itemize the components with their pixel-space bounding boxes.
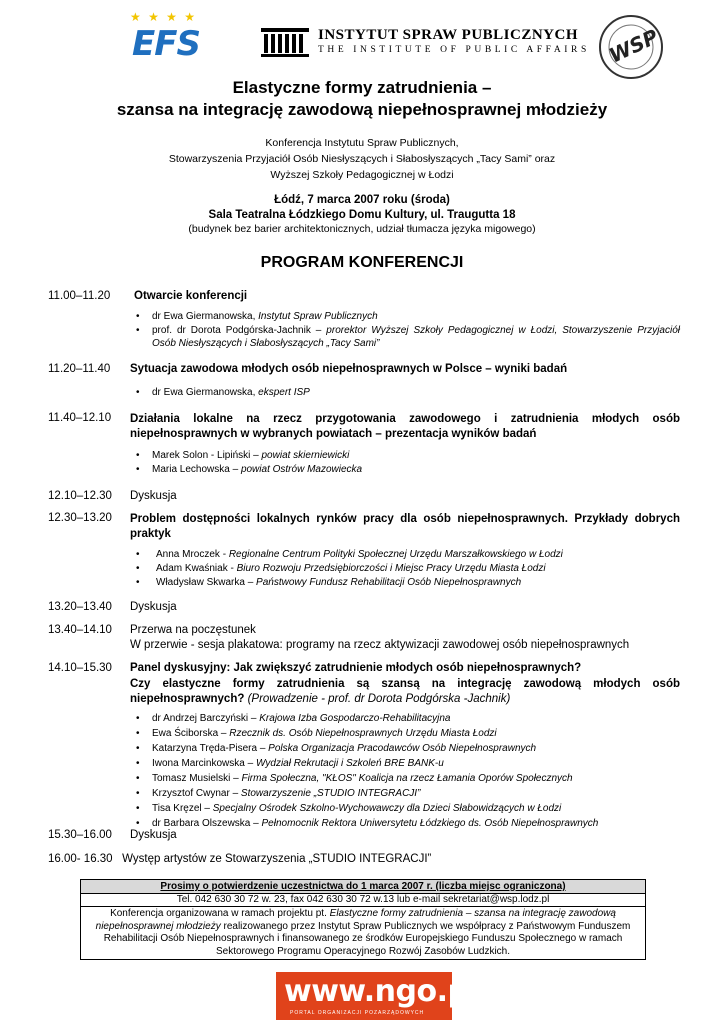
session-title: Otwarcie konferencji: [134, 290, 248, 302]
speaker-name: Katarzyna Tręda-Pisera –: [152, 743, 269, 754]
eu-stars-icon: ★ ★ ★ ★: [130, 10, 198, 24]
bullet-icon: •: [136, 818, 140, 829]
bullet-icon: •: [136, 450, 140, 461]
bullet-icon: •: [136, 325, 140, 336]
speaker-role: Instytut Spraw Publicznych: [258, 311, 378, 322]
speaker-role: powiat skierniewicki: [261, 450, 350, 461]
panel-moderator: (Prowadzenie - prof. dr Dorota Podgórska -Jachnik): [244, 693, 511, 705]
wsp-seal-text: WSP: [605, 24, 662, 68]
ngo-logo-text: www.ngo.pl: [284, 974, 479, 1009]
speaker-name: Władysław Skwarka –: [156, 577, 257, 588]
bullet-icon: •: [136, 563, 140, 574]
ngo-logo[interactable]: [276, 972, 479, 1020]
session-title: Panel dyskusyjny: Jak zwiększyć zatrudnienie młodych osób niepełnosprawnych?: [130, 662, 582, 674]
conference-title-line1: Elastyczne formy zatrudnienia –: [232, 78, 492, 97]
speaker-item: [156, 562, 680, 575]
speaker-role: Pełnomocnik Rektora Uniwersytetu Łódzkiego ds. Osób Niepełnosprawnych: [261, 818, 599, 829]
session-time: 15.30–16.00: [48, 829, 112, 841]
speaker-item: [152, 386, 680, 399]
speaker-role: Biuro Rozwoju Przedsiębiorczości i Miejsc Pracy Urzędu Miasta Łodzi: [236, 563, 546, 574]
session-subtitle: W przerwie - sesja plakatowa: programy na rzecz aktywizacji zawodowej osób niepełnosprawnych: [130, 639, 630, 651]
session-title: Dyskusja: [130, 490, 177, 502]
contact-info: Tel. 042 630 30 72 w. 23, fax 042 630 30 72 w.13 lub e-mail sekretariat@wsp.lodz.pl: [81, 894, 645, 907]
speaker-name: Krzysztof Cwynar –: [152, 788, 241, 799]
session-title: Sytuacja zawodowa młodych osób niepełnosprawnych w Polsce – wyniki badań: [130, 363, 568, 375]
session-title: Dyskusja: [130, 829, 177, 841]
session-time: 12.30–13.20: [48, 512, 112, 524]
speaker-item: [152, 310, 680, 323]
speaker-name: dr Andrzej Barczyński –: [152, 713, 260, 724]
speaker-name: dr Ewa Giermanowska,: [152, 311, 259, 322]
speaker-item: [152, 787, 680, 800]
event-place: Sala Teatralna Łódzkiego Domu Kultury, ul. Traugutta 18: [208, 209, 516, 221]
rsvp-notice: Prosimy o potwierdzenie uczestnictwa do 1 marca 2007 r. (liczba miejsc ograniczona): [81, 880, 645, 894]
speaker-name: Anna Mroczek -: [156, 549, 229, 560]
funding-text-a: Konferencja organizowana w ramach projektu pt.: [110, 908, 330, 919]
speaker-role: Polska Organizacja Pracodawców Osób Niepełnosprawnych: [268, 743, 537, 754]
speaker-role: Firma Społeczna, "KŁOS" Koalicja na rzecz Łamania Oporów Społecznych: [241, 773, 573, 784]
speaker-role: powiat Ostrów Mazowiecka: [240, 464, 363, 475]
speaker-item: [152, 324, 680, 350]
speaker-role: Państwowy Fundusz Rehabilitacji Osób Niepełnosprawnych: [256, 577, 522, 588]
speaker-item: [152, 772, 680, 785]
bullet-icon: •: [136, 387, 140, 398]
intro-line2: Stowarzyszenia Przyjaciół Osób Niesłyszących i Słabosłyszących „Tacy Sami” oraz: [168, 153, 556, 165]
isp-logo: [260, 27, 590, 61]
bullet-icon: •: [136, 311, 140, 322]
efs-logo-text: EFS: [132, 24, 200, 64]
session-title: Przerwa na poczęstunek: [130, 624, 256, 636]
session-time: 14.10–15.30: [48, 662, 112, 674]
speaker-item: [152, 712, 680, 725]
bullet-icon: •: [136, 788, 140, 799]
speaker-role: Rzecznik ds. Osób Niepełnosprawnych Urzędu Miasta Łodzi: [229, 728, 497, 739]
bullet-icon: •: [136, 803, 140, 814]
session-time: 11.20–11.40: [48, 363, 111, 375]
bullet-icon: •: [136, 713, 140, 724]
speaker-role: Specjalny Ośrodek Szkolno-Wychowawczy dla Dzieci Słabowidzących w Łodzi: [212, 803, 562, 814]
speaker-name: Maria Lechowska –: [152, 464, 241, 475]
speaker-name: Marek Solon - Lipiński –: [152, 450, 262, 461]
funding-project-title: Elastyczne formy zatrudnienia – szansa na integrację zawodową niepełnosprawnej młodzieży: [95, 908, 616, 932]
speaker-item: [152, 742, 680, 755]
speaker-role: prorektor Wyższej Szkoły Pedagogicznej w Łodzi, Stowarzyszenie Przyjaciół Osób Niesłyszących i Słabosłyszących „Tacy Sami”: [152, 325, 680, 349]
program-heading: PROGRAM KONFERENCJI: [260, 254, 464, 271]
session-title: Działania lokalne na rzecz przygotowania zawodowego i zatrudnienia młodych osób niepełnosprawnych w wybranych powiatach – prezentacja wyników badań: [130, 413, 680, 440]
session-time: 13.40–14.10: [48, 624, 112, 636]
conference-title-line2: szansa na integrację zawodową niepełnosprawnej młodzieży: [116, 100, 608, 119]
bullet-icon: •: [136, 773, 140, 784]
session-title: Dyskusja: [130, 601, 177, 613]
speaker-name: prof. dr Dorota Podgórska-Jachnik –: [152, 325, 327, 336]
speaker-name: Ewa Ściborska –: [152, 728, 230, 739]
session-time: 11.40–12.10: [48, 412, 112, 424]
speaker-role: Stowarzyszenie „STUDIO INTEGRACJI”: [240, 788, 421, 799]
ngo-logo-subtitle: PORTAL ORGANIZACJI POZARZĄDOWYCH: [290, 1010, 425, 1016]
speaker-item: [152, 449, 680, 462]
bullet-icon: •: [136, 743, 140, 754]
intro-line1: Konferencja Instytutu Spraw Publicznych,: [265, 137, 459, 149]
bullet-icon: •: [136, 464, 140, 475]
speaker-role: Wydział Rekrutacji i Szkoleń BRE BANK-u: [255, 758, 444, 769]
session-time: 13.20–13.40: [48, 601, 112, 613]
wsp-seal: [598, 14, 664, 80]
speaker-name: Adam Kwaśniak -: [156, 563, 237, 574]
speaker-name: dr Barbara Olszewska –: [152, 818, 262, 829]
event-note: (budynek bez barier architektonicznych, udział tłumacza języka migowego): [188, 223, 536, 235]
bullet-icon: •: [136, 758, 140, 769]
institute-subtitle: THE INSTITUTE OF PUBLIC AFFAIRS: [318, 45, 590, 55]
intro-line3: Wyższej Szkoły Pedagogicznej w Łodzi: [270, 169, 454, 181]
panel-question-text: Czy elastyczne formy zatrudnienia są szansą na integrację zawodową młodych osób niepełnosprawnych?: [130, 678, 680, 705]
session-time: 12.10–12.30: [48, 490, 112, 502]
bullet-icon: •: [136, 577, 140, 588]
speaker-item: [152, 727, 680, 740]
speaker-role: Regionalne Centrum Polityki Społecznej Urzędu Marszałkowskiego w Łodzi: [228, 549, 563, 560]
bullet-icon: •: [136, 549, 140, 560]
speaker-role: Krajowa Izba Gospodarczo-Rehabilitacyjna: [259, 713, 451, 724]
speaker-name: Iwona Marcinkowska –: [152, 758, 256, 769]
speaker-item: [152, 463, 680, 476]
closing-performance: 16.00- 16.30 Występ artystów ze Stowarzyszenia „STUDIO INTEGRACJI”: [48, 853, 432, 865]
speaker-item: [156, 548, 680, 561]
speaker-role: ekspert ISP: [258, 387, 310, 398]
columns-icon: [260, 28, 310, 58]
funding-info: [81, 907, 645, 958]
funding-text-b: realizowanego przez Instytut Spraw Publicznych we współpracy z Państwowym Funduszem Rehabilitacji Osób Niepełnosprawnych i finansowanego ze środków Europejskiego Funduszu Społecznego w ramach Sektorowego Programu Operacyjnego Rozwój Zasobów Ludzkich.: [103, 920, 631, 957]
efs-logo: [128, 10, 208, 66]
speaker-name: Tomasz Musielski –: [152, 773, 242, 784]
panel-question: [130, 677, 680, 707]
session-time: 11.00–11.20: [48, 290, 111, 302]
institute-name: INSTYTUT SPRAW PUBLICZNYCH: [318, 27, 579, 43]
event-date: Łódź, 7 marca 2007 roku (środa): [274, 194, 450, 206]
speaker-item: [156, 576, 680, 589]
speaker-item: [152, 802, 680, 815]
speaker-item: [152, 757, 680, 770]
bullet-icon: •: [136, 728, 140, 739]
info-box: [80, 879, 646, 960]
speaker-name: Tisa Kręzel –: [152, 803, 213, 814]
session-title: Problem dostępności lokalnych rynków pracy dla osób niepełnosprawnych. Przykłady dobrych praktyk: [130, 513, 680, 540]
speaker-name: dr Ewa Giermanowska,: [152, 387, 259, 398]
